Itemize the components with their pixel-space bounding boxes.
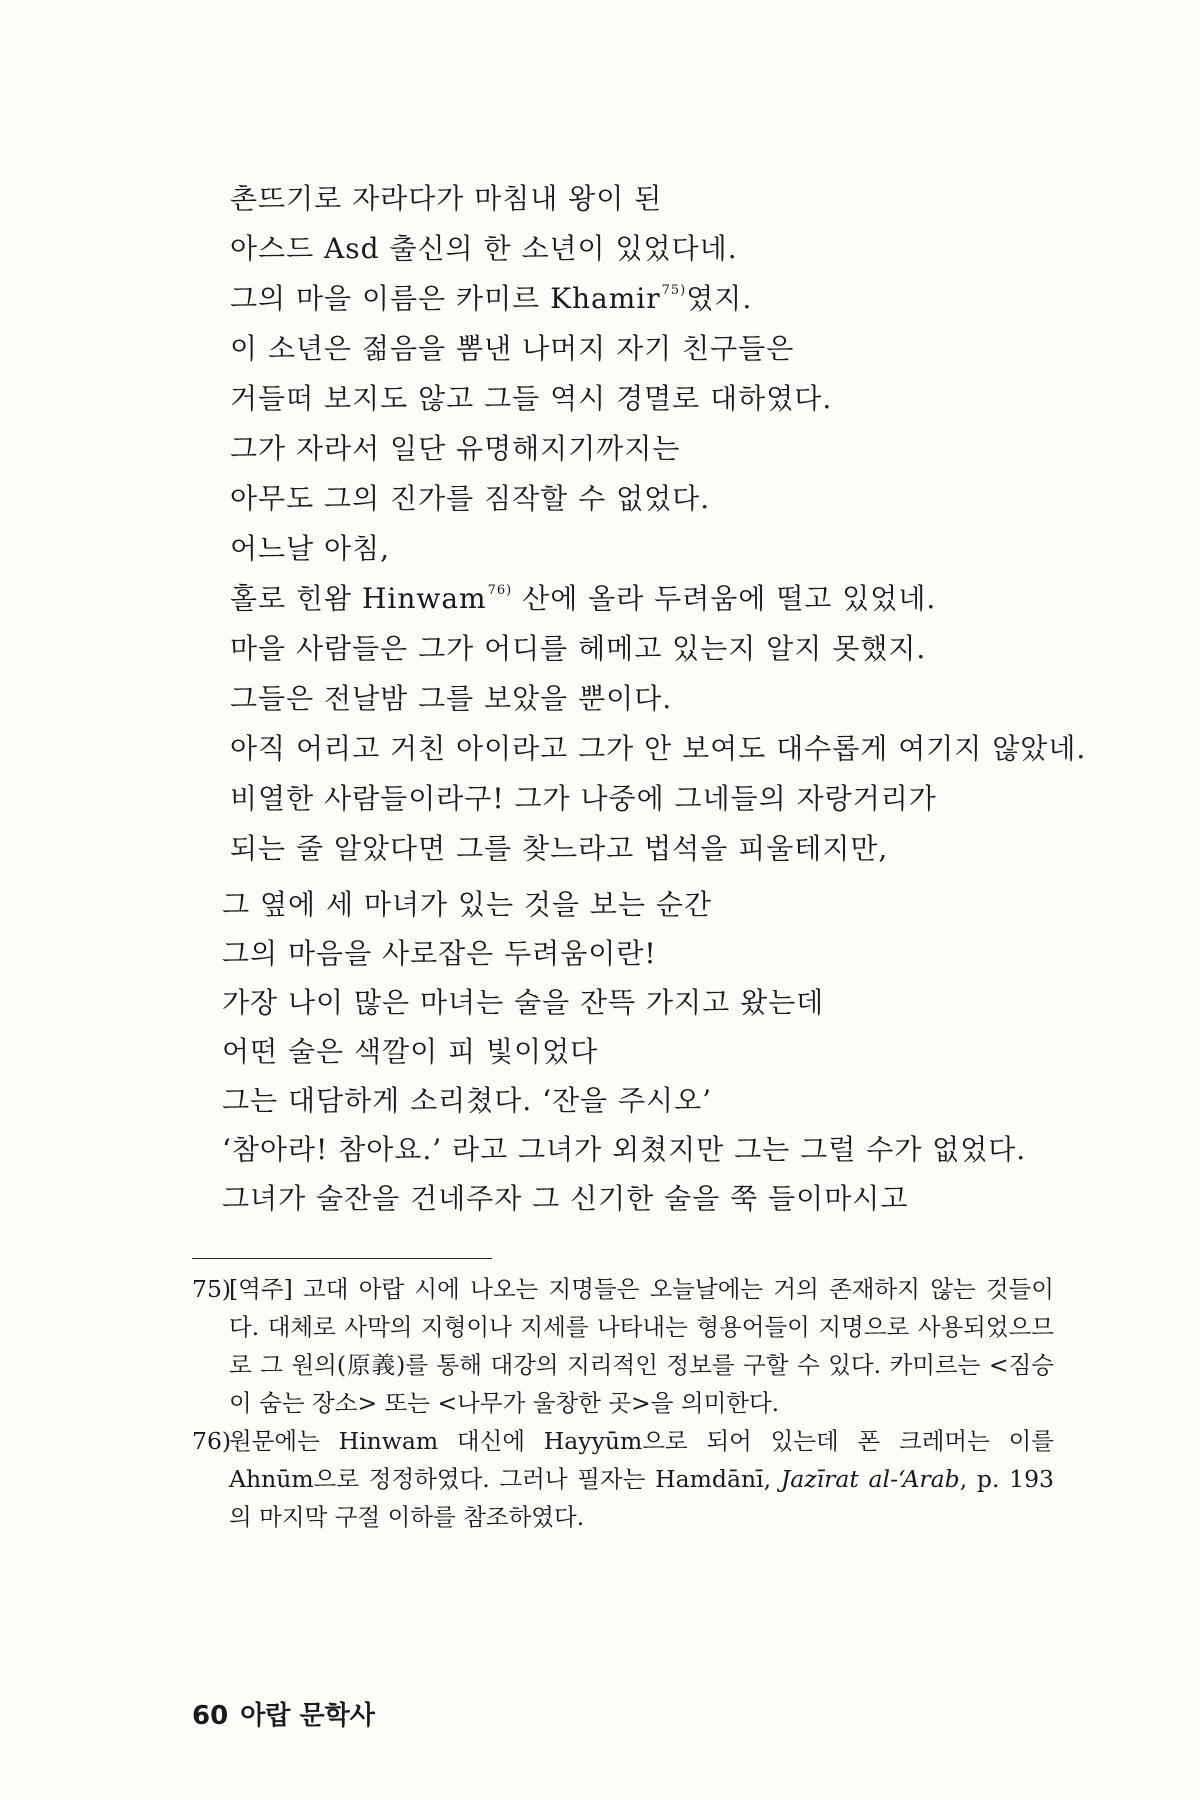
footnote-75 [192,1270,1054,1422]
poem-line: 홀로 힌왐 Hinwam$^{76)}$ 산에 올라 두려움에 떨고 있었네. [230,582,937,615]
page-footer [192,1695,375,1732]
poem-line: 그 옆에 세 마녀가 있는 것을 보는 순간 [222,888,713,921]
poem-line: 아직 어리고 거친 아이라고 그가 안 보여도 대수롭게 여기지 않았네. [230,732,1087,765]
book-title: Jazīrat al-‘Arab [780,1465,960,1493]
poem-line: 그의 마을 이름은 카미르 Khamir$^{75)}$였지. [230,282,753,315]
footnote-ref-76[interactable]: 76) [487,583,513,598]
poem-line: ‘참아라! 참아요.’ 라고 그녀가 외쳤지만 그는 그럴 수가 없었다. [222,1133,1027,1166]
poem-line: 그녀가 술잔을 건네주자 그 신기한 술을 쭉 들이마시고 [222,1182,909,1215]
footnote-number: 75) [192,1275,232,1303]
poem-line: 그들은 전날밤 그를 보았을 뿐이다. [230,682,673,715]
footnote-ref-75[interactable]: 75) [661,283,687,298]
poem-line: 어느날 아침, [230,532,391,565]
footnote-number: 76) [192,1427,232,1455]
poem-line: 아스드 Asd 출신의 한 소년이 있었다네. [230,232,738,265]
poem-line: 그는 대담하게 소리쳤다. ‘잔을 주시오’ [222,1084,713,1117]
poem-line: 거들떠 보지도 않고 그들 역시 경멸로 대하였다. [230,382,833,415]
footnote-text: [역주] 고대 아랍 시에 나오는 지명들은 오늘날에는 거의 존재하지 않는 것들이다. 대체로 사막의 지형이나 지세를 나타내는 형용어들이 지명으로 사용되었으므로 그 원의(原義)를 통해 대강의 지리적인 정보를 구할 수 있다. 카미르는 <짐승이 숨는 장소> 또는 <나무가 울창한 곳>을 의미한다. [229,1275,1054,1417]
poem-line: 그의 마음을 사로잡은 두려움이란! [222,937,657,970]
poem-line: 마을 사람들은 그가 어디를 헤메고 있는지 알지 못했지. [230,632,927,665]
poem-stanza-1 [230,174,1110,874]
footnote-76 [192,1422,1054,1536]
poem-line: 가장 나이 많은 마녀는 술을 잔뜩 가지고 왔는데 [222,986,825,1019]
poem-line: 촌뜨기로 자라다가 마침내 왕이 된 [230,182,663,215]
poem-line: 어떤 술은 색깔이 피 빛이었다 [222,1035,599,1068]
footnote-text: 원문에는 Hinwam 대신에 Hayyūm으로 되어 있는데 폰 크레머는 이를 Ahnūm으로 정정하였다. 그러나 필자는 Hamdānī, [229,1427,1054,1493]
poem-line: 아무도 그의 진가를 짐작할 수 없었다. [230,482,711,515]
running-title: 아랍 문학사 [240,1701,375,1731]
poem-line: 이 소년은 젊음을 뽐낸 나머지 자기 친구들은 [230,332,795,365]
footnote-divider [192,1258,492,1259]
footnotes [192,1270,1054,1536]
poem-stanza-2 [222,880,1102,1223]
poem-line: 그가 자라서 일단 유명해지기까지는 [230,432,681,465]
page-number: 60 [192,1701,229,1731]
poem-line: 비열한 사람들이라구! 그가 나중에 그네들의 자랑거리가 [230,782,937,815]
footnote-text: , p. 193의 마지막 구절 이하를 참조하였다. [229,1465,1054,1531]
poem-line: 되는 줄 알았다면 그를 찾느라고 법석을 피울테지만, [230,832,889,865]
